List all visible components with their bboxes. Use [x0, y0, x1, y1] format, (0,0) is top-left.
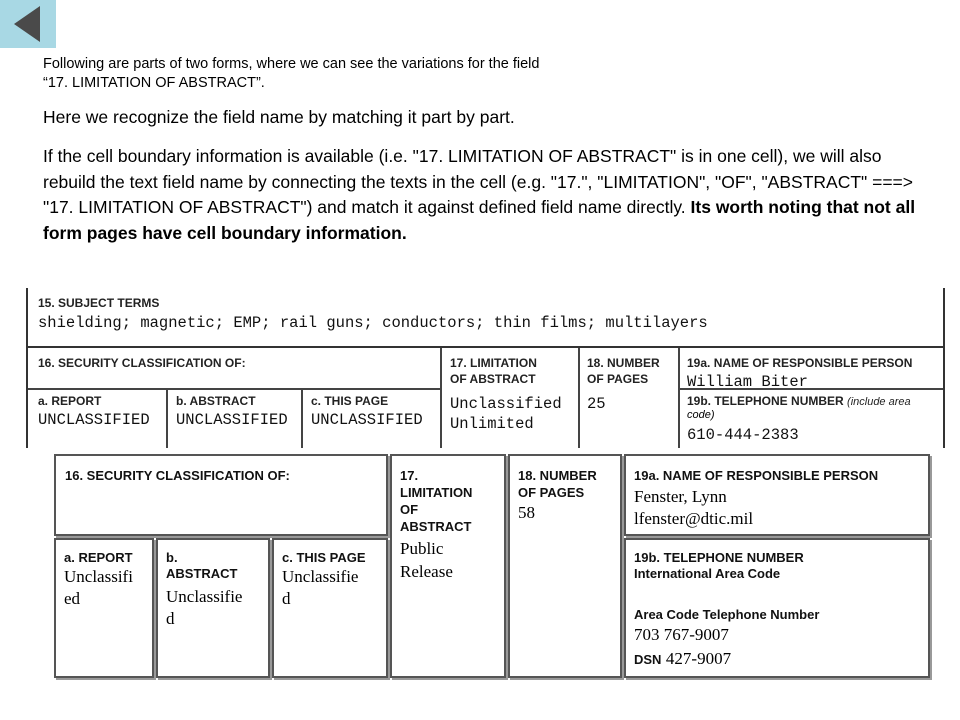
- limitation-value-line-1: Public: [400, 539, 444, 558]
- this-page-label: c. THIS PAGE: [311, 394, 389, 408]
- security-classification-label: 16. SECURITY CLASSIFICATION OF:: [65, 468, 290, 483]
- intro-text: [43, 55, 923, 93]
- limitation-label-line-2: OF ABSTRACT: [450, 372, 536, 386]
- intro-line-2: “17. LIMITATION OF ABSTRACT”.: [43, 75, 265, 91]
- telephone-note-line-2: code): [687, 409, 715, 421]
- this-page-value: UNCLASSIFIED: [311, 411, 423, 429]
- report-value: UNCLASSIFIED: [38, 411, 150, 429]
- subject-terms-cell: [28, 288, 943, 348]
- limitation-label-line-2: LIMITATION: [400, 485, 473, 500]
- limitation-label-line-1: 17. LIMITATION: [450, 356, 537, 370]
- paragraph-cell-boundary-text: If the cell boundary information is available (i.e. "17. LIMITATION OF ABSTRACT" is in one cell), we will also rebuild the text field name by connecting the texts in the cell (e.g. "17.", "LIMITATION", "OF", "ABSTRACT" ===> "17. LIMITATION OF ABSTRACT") and match it against defined field name directly.: [43, 146, 913, 217]
- pages-label-line-1: 18. NUMBER: [587, 356, 660, 370]
- divider: [166, 388, 168, 448]
- divider: [440, 348, 442, 448]
- pages-label-line-1: 18. NUMBER: [518, 468, 597, 483]
- pages-value: 25: [587, 395, 606, 413]
- divider: [301, 388, 303, 448]
- this-page-value-line-2: d: [282, 589, 291, 608]
- divider: [578, 348, 580, 448]
- this-page-label: c. THIS PAGE: [282, 550, 366, 565]
- responsible-person-cell: [624, 454, 930, 536]
- limitation-value-line-2: Release: [400, 562, 453, 581]
- number-of-pages-cell: [508, 454, 622, 678]
- back-arrow-icon: [0, 0, 56, 48]
- telephone-label: [687, 394, 937, 410]
- abstract-value-line-2: d: [166, 609, 175, 628]
- responsible-person-value: William Biter: [687, 373, 808, 391]
- paragraph-matching: Here we recognize the field name by matching it part by part.: [43, 107, 515, 127]
- divider: [678, 348, 680, 448]
- abstract-label-line-1: b.: [166, 550, 178, 565]
- limitation-value-line-2: Unlimited: [450, 415, 534, 433]
- security-classification-cell: [54, 454, 388, 536]
- telephone-international-label: International Area Code: [634, 566, 781, 581]
- report-value-line-1: Unclassifi: [64, 567, 133, 586]
- responsible-person-label: 19a. NAME OF RESPONSIBLE PERSON: [687, 356, 913, 370]
- subject-terms-value: shielding; magnetic; EMP; rail guns; conductors; thin films; multilayers: [38, 314, 708, 332]
- pages-label-line-2: OF PAGES: [518, 485, 585, 500]
- intro-line-1: Following are parts of two forms, where we can see the variations for the field: [43, 56, 540, 72]
- dsn-row: [634, 648, 731, 670]
- divider: [28, 388, 440, 390]
- telephone-value: 703 767-9007: [634, 625, 729, 644]
- pages-label-line-2: OF PAGES: [587, 372, 649, 386]
- security-classification-label: 16. SECURITY CLASSIFICATION OF:: [38, 356, 246, 370]
- report-label: a. REPORT: [38, 394, 102, 408]
- report-label: a. REPORT: [64, 550, 133, 565]
- report-cell: [54, 538, 154, 678]
- paragraph-cell-boundary-note: Its worth noting that not all form pages have cell boundary information.: [43, 197, 916, 243]
- limitation-value-line-1: Unclassified: [450, 395, 562, 413]
- dsn-label: DSN: [634, 652, 662, 667]
- back-button[interactable]: [0, 0, 56, 48]
- limitation-label-line-3: OF: [400, 502, 419, 517]
- limitation-label-line-4: ABSTRACT: [400, 519, 472, 534]
- limitation-label-line-1: 17.: [400, 468, 419, 483]
- form-example-2: [50, 452, 930, 684]
- form-example-1: [26, 288, 945, 448]
- subject-terms-label: 15. SUBJECT TERMS: [38, 296, 160, 310]
- report-value-line-2: ed: [64, 589, 81, 608]
- abstract-value: UNCLASSIFIED: [176, 411, 288, 429]
- telephone-cell: [624, 538, 930, 678]
- telephone-area-code-label: Area Code Telephone Number: [634, 607, 820, 622]
- telephone-label: 19b. TELEPHONE NUMBER: [634, 550, 804, 565]
- telephone-label-text: 19b. TELEPHONE NUMBER: [687, 394, 844, 408]
- responsible-person-email: lfenster@dtic.mil: [634, 509, 754, 528]
- abstract-cell: [156, 538, 270, 678]
- abstract-label: b. ABSTRACT: [176, 394, 256, 408]
- dsn-value: 427-9007: [665, 649, 732, 668]
- abstract-value-line-1: Unclassifie: [166, 587, 243, 606]
- pages-value: 58: [518, 503, 535, 522]
- telephone-note: (include area: [847, 396, 911, 408]
- telephone-value: 610-444-2383: [687, 426, 799, 444]
- limitation-of-abstract-cell: [390, 454, 506, 678]
- abstract-label-line-2: ABSTRACT: [166, 566, 238, 581]
- responsible-person-name: Fenster, Lynn: [634, 487, 727, 506]
- this-page-cell: [272, 538, 388, 678]
- this-page-value-line-1: Unclassifie: [282, 567, 359, 586]
- paragraph-cell-boundary: [43, 144, 923, 246]
- responsible-person-label: 19a. NAME OF RESPONSIBLE PERSON: [634, 468, 879, 483]
